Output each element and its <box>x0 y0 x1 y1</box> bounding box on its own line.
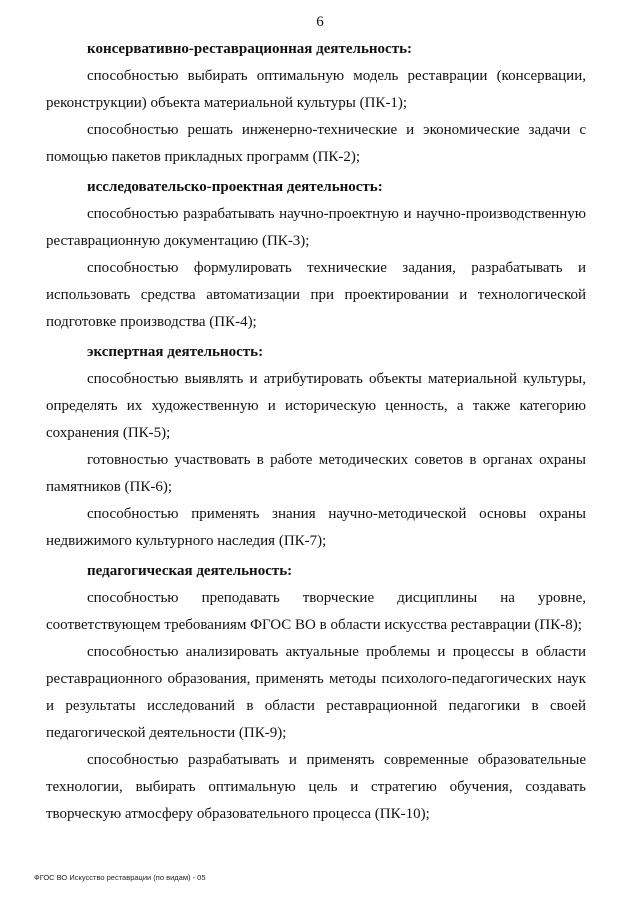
page-content <box>46 36 586 828</box>
section-heading-research-design: исследовательско-проектная деятельность: <box>87 179 383 195</box>
section-heading-conservation: консервативно-реставрационная деятельность: <box>87 41 412 57</box>
paragraph-pk9: способностью анализировать актуальные проблемы и процессы в области реставрационного образования, применять методы психолого-педагогических наук и результаты исследований в области реставрационной педагогики в своей педагогической деятельности (ПК-9); <box>46 644 586 741</box>
paragraph-pk10: способностью разрабатывать и применять современные образовательные технологии, выбирать оптимальную цель и стратегию обучения, создавать творческую атмосферу образовательного процесса (ПК-10); <box>46 752 586 822</box>
page-footer: ФГОС ВО Искусство реставрации (по видам) - 05 <box>34 873 206 882</box>
paragraph-pk2: способностью решать инженерно-технические и экономические задачи с помощью пакетов прикладных программ (ПК-2); <box>46 122 586 165</box>
paragraph-pk8: способностью преподавать творческие дисциплины на уровне, соответствующем требованиям ФГОС ВО в области искусства реставрации (ПК-8); <box>46 590 586 633</box>
page-number: 6 <box>316 14 324 30</box>
paragraph-pk5: способностью выявлять и атрибутировать объекты материальной культуры, определять их художественную и историческую ценность, а также категорию сохранения (ПК-5); <box>46 371 586 441</box>
paragraph-pk7: способностью применять знания научно-методической основы охраны недвижимого культурного наследия (ПК-7); <box>46 506 586 549</box>
paragraph-pk6: готовностью участвовать в работе методических советов в органах охраны памятников (ПК-6); <box>46 452 586 495</box>
paragraph-pk1: способностью выбирать оптимальную модель реставрации (консервации, реконструкции) объекта материальной культуры (ПК-1); <box>46 68 586 111</box>
paragraph-pk4: способностью формулировать технические задания, разрабатывать и использовать средства автоматизации при проектировании и технологической подготовке производства (ПК-4); <box>46 260 586 330</box>
section-heading-pedagogical: педагогическая деятельность: <box>87 563 293 579</box>
section-heading-expert: экспертная деятельность: <box>87 344 264 360</box>
paragraph-pk3: способностью разрабатывать научно-проектную и научно-производственную реставрационную документацию (ПК-3); <box>46 206 586 249</box>
